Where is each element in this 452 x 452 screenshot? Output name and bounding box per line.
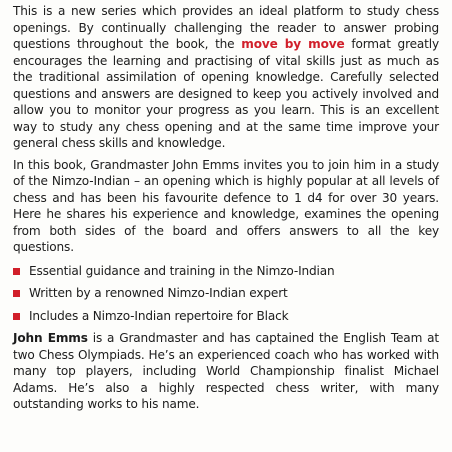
intro-text-end: format greatly encourages the learning and practising of vital skills just as much as the traditional assimilation of opening knowledge. Carefully selected questions and answers are designed to keep you actively involved and allow you to monitor your progress as you learn. This is an excellent way to study any chess opening and at the same time improve your general chess skills and knowledge. bbox=[13, 37, 439, 150]
back-cover-text bbox=[13, 3, 439, 413]
author-name: John Emms bbox=[13, 331, 88, 345]
feature-text: Essential guidance and training in the Nimzo-Indian bbox=[29, 263, 335, 278]
book-description-paragraph: In this book, Grandmaster John Emms invites you to join him in a study of the Nimzo-Indian – an opening which is highly popular at all levels of chess and has been his favourite defence to 1 d4 for over 30 years. Here he shares his experience and knowledge, examines the opening from both sides of the board and offers answers to all the key questions. bbox=[13, 157, 439, 254]
author-bio-text: is a Grandmaster and has captained the English Team at two Chess Olympiads. He’s an experienced coach who has worked with many top players, including World Championship finalist Michael Adams. He’s also a highly respected chess writer, with many outstanding works to his name. bbox=[13, 331, 439, 411]
red-square-bullet-icon bbox=[13, 313, 20, 320]
list-item bbox=[13, 308, 439, 325]
list-item bbox=[13, 285, 439, 302]
series-name-highlight: move by move bbox=[241, 37, 345, 51]
feature-list bbox=[13, 263, 439, 325]
author-bio-paragraph bbox=[13, 330, 439, 413]
feature-text: Written by a renowned Nimzo-Indian expert bbox=[29, 286, 288, 300]
feature-text: Includes a Nimzo-Indian repertoire for Black bbox=[29, 308, 289, 323]
intro-text-start: This is a new series which provides an ideal platform to study chess openings. By continually challenging the reader to answer probing questions throughout the book, the bbox=[13, 4, 439, 51]
red-square-bullet-icon bbox=[13, 290, 20, 297]
intro-paragraph bbox=[13, 3, 439, 152]
red-square-bullet-icon bbox=[13, 268, 20, 275]
list-item bbox=[13, 263, 439, 280]
